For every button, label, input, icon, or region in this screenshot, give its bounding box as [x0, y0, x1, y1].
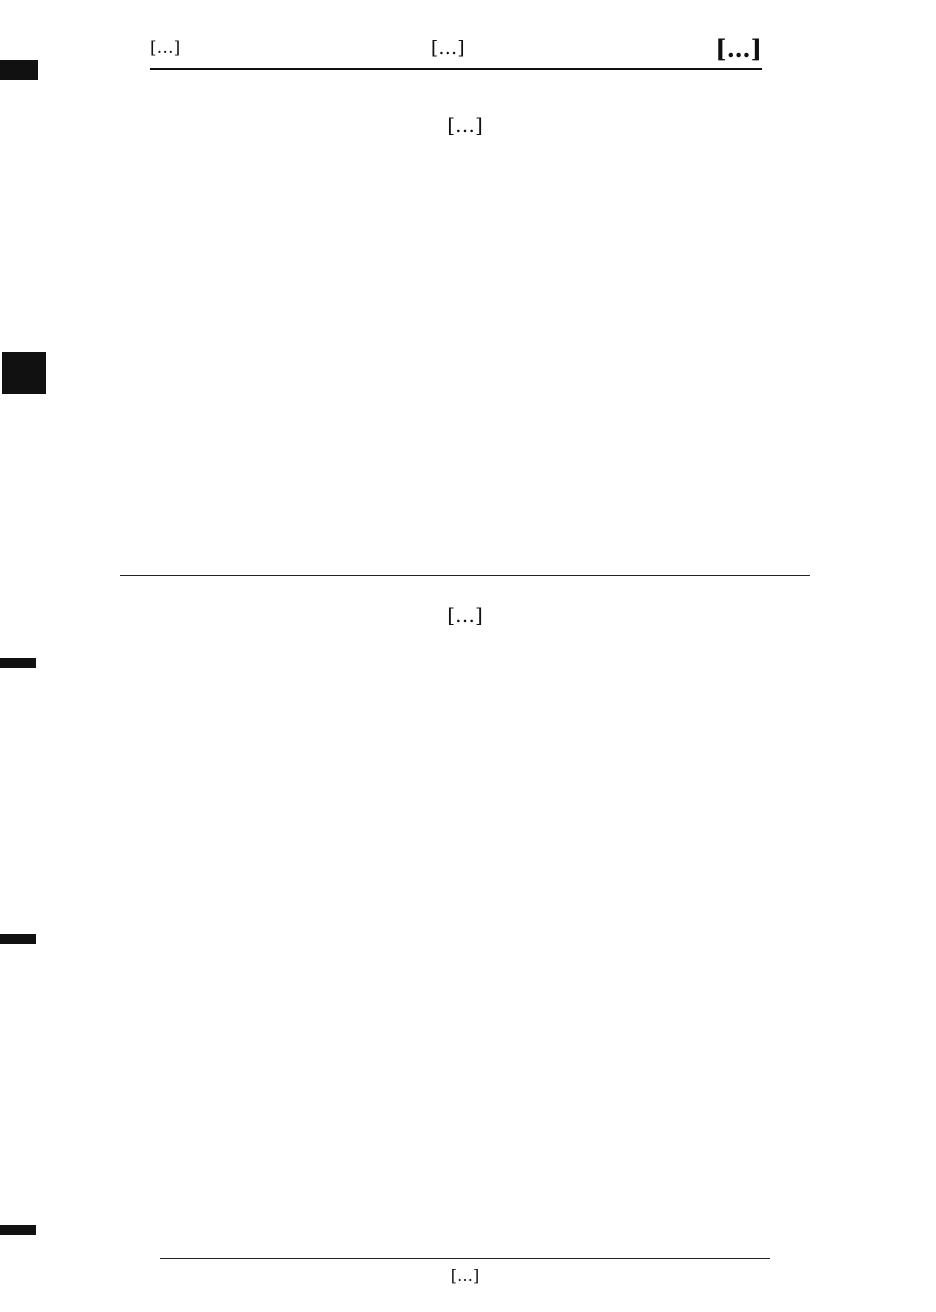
- body-text-top: […]: [447, 113, 483, 137]
- body-text-bottom: […]: [447, 603, 483, 627]
- section-divider: [120, 575, 810, 576]
- scan-artifact: [2, 352, 46, 394]
- footnote: […]: [450, 1266, 480, 1285]
- page-title: […]: [430, 37, 465, 59]
- page-header: [150, 28, 762, 70]
- page-number: […]: [715, 33, 762, 63]
- scan-artifact: [0, 60, 38, 80]
- header-note: […]: [150, 38, 181, 58]
- scan-artifact: [0, 934, 36, 944]
- scan-artifact: [0, 1225, 36, 1235]
- scan-artifact: [0, 658, 36, 668]
- footnote-rule: [160, 1258, 770, 1259]
